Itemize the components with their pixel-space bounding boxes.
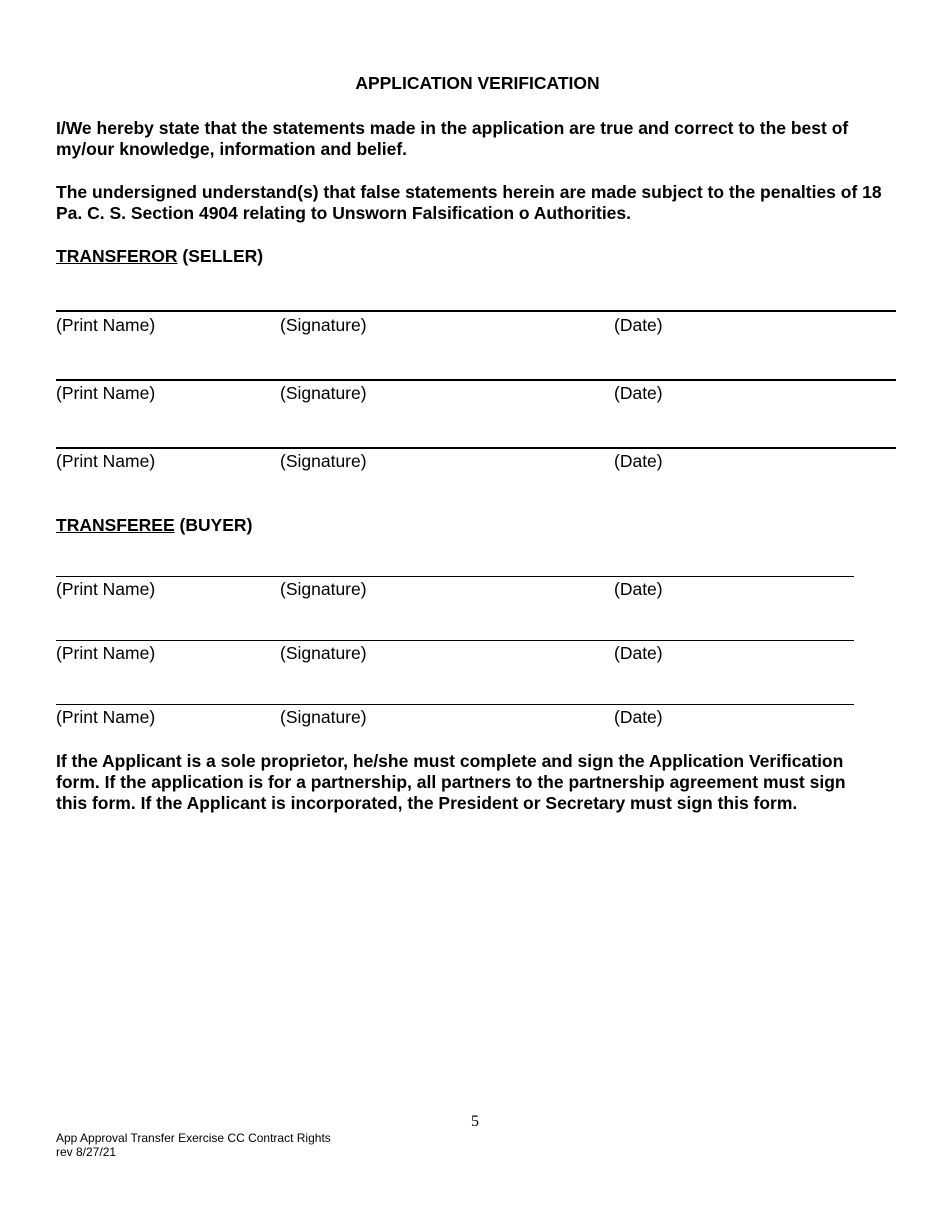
print-name-label: (Print Name) [56, 383, 156, 403]
footer-document-title: App Approval Transfer Exercise CC Contract Rights [56, 1131, 331, 1145]
footer [56, 1131, 331, 1159]
transferee-signature-line-2[interactable] [56, 640, 854, 641]
transferor-heading-label: TRANSFEROR [56, 246, 178, 266]
print-name-label: (Print Name) [56, 643, 156, 663]
transferor-heading [56, 246, 263, 267]
transferee-signature-line-3[interactable] [56, 704, 854, 705]
transferee-signature-line-1[interactable] [56, 576, 854, 577]
transferor-signature-line-3[interactable] [56, 447, 896, 449]
footer-revision: rev 8/27/21 [56, 1145, 117, 1159]
print-name-label: (Print Name) [56, 315, 156, 335]
page-title: APPLICATION VERIFICATION [355, 73, 600, 93]
signature-label: (Signature) [280, 707, 367, 727]
instructions-paragraph: If the Applicant is a sole proprietor, he/she must complete and sign the Application Verification form. If the application is for a partnership, all partners to the partnership agreement must sign this form. If the Applicant is incorporated, the President or Secretary must sign this form. [56, 751, 846, 813]
date-label: (Date) [614, 579, 663, 599]
print-name-label: (Print Name) [56, 579, 156, 599]
page-number: 5 [471, 1113, 479, 1130]
signature-label: (Signature) [280, 643, 367, 663]
transferor-signature-line-2[interactable] [56, 379, 896, 381]
signature-label: (Signature) [280, 383, 367, 403]
date-label: (Date) [614, 315, 663, 335]
transferor-signature-line-1[interactable] [56, 310, 896, 312]
print-name-label: (Print Name) [56, 451, 156, 471]
transferee-heading-role: (BUYER) [174, 515, 253, 535]
penalty-paragraph: The undersigned understand(s) that false statements herein are made subject to the penalties of 18 Pa. C. S. Section 4904 relating to Unsworn Falsification o Authorities. [56, 182, 882, 223]
statement-paragraph: I/We hereby state that the statements made in the application are true and correct to the best of my/our knowledge, information and belief. [56, 118, 849, 159]
date-label: (Date) [614, 383, 663, 403]
date-label: (Date) [614, 707, 663, 727]
signature-label: (Signature) [280, 315, 367, 335]
date-label: (Date) [614, 451, 663, 471]
signature-label: (Signature) [280, 579, 367, 599]
print-name-label: (Print Name) [56, 707, 156, 727]
signature-label: (Signature) [280, 451, 367, 471]
transferor-heading-role: (SELLER) [177, 246, 264, 266]
transferee-heading [56, 515, 252, 536]
date-label: (Date) [614, 643, 663, 663]
transferee-heading-label: TRANSFEREE [56, 515, 175, 535]
